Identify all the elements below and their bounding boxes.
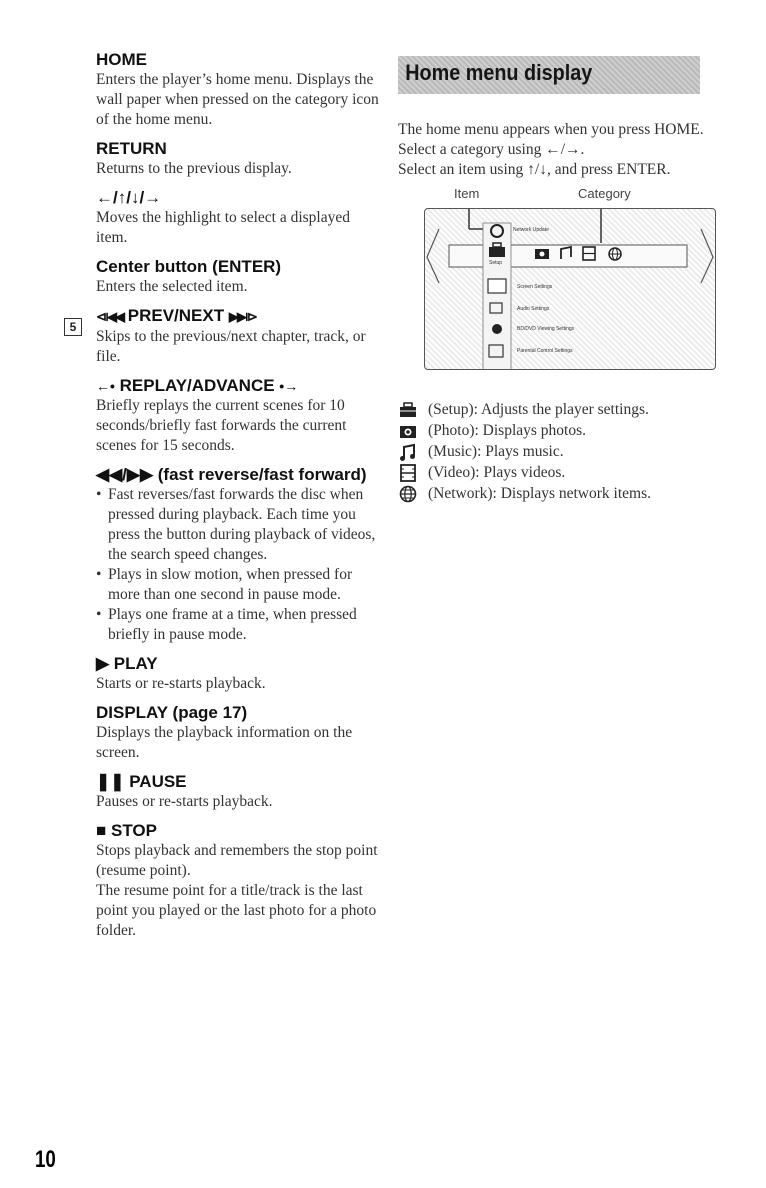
stop-body-1: Stops playback and remembers the stop point (resume point). [96, 842, 378, 879]
home-section [96, 50, 381, 130]
menu-item-label: Parental Control Settings [517, 348, 573, 354]
home-menu-display-banner [398, 56, 700, 94]
home-menu-screen-graphics [425, 209, 715, 369]
return-heading: RETURN [96, 139, 167, 158]
arrows-heading: ←/↑/↓/→ [96, 188, 162, 207]
pause-section [96, 772, 381, 812]
list-item [398, 484, 728, 504]
toolbox-icon [398, 401, 418, 419]
advance-icon: •→ [279, 378, 299, 394]
arrows-body: Moves the highlight to select a displayed item. [96, 209, 350, 246]
prevnext-heading [96, 306, 381, 327]
replay-section [96, 376, 381, 456]
category-legend [398, 400, 728, 504]
prev-icon: ⧏◀◀ [96, 309, 123, 324]
pause-heading: ❚❚ PAUSE [96, 772, 187, 791]
pause-body: Pauses or re-starts playback. [96, 793, 273, 810]
play-body: Starts or re-starts playback. [96, 675, 266, 692]
arrows-section [96, 188, 381, 248]
menu-item-label: Audio Settings [517, 306, 550, 312]
setup-label: Setup [489, 260, 503, 266]
network-update-label: Network Update [513, 227, 549, 233]
fast-section [96, 465, 381, 645]
home-heading: HOME [96, 50, 147, 69]
menu-item-label: Screen Settings [517, 284, 553, 290]
prevnext-section [96, 306, 381, 367]
home-body: Enters the player’s home menu. Displays the wall paper when pressed on the category icon of the home menu. [96, 71, 379, 128]
label-item: Item [454, 186, 480, 201]
stop-heading: ■ STOP [96, 821, 157, 840]
music-note-icon [398, 443, 418, 461]
return-section [96, 139, 381, 179]
left-column [96, 50, 381, 950]
play-heading: ▶ PLAY [96, 654, 158, 673]
legend-photo-text: (Photo): Displays photos. [428, 422, 587, 439]
list-item: • Fast reverses/fast forwards the disc when pressed during playback. Each time you press the button during playback of videos, the search speed changes. [96, 485, 381, 565]
home-menu-display-title: Home menu display [405, 60, 593, 85]
stop-section [96, 821, 381, 941]
replay-body: Briefly replays the current scenes for 10 seconds/briefly fast forwards the current scenes for 15 seconds. [96, 397, 347, 454]
intro-line-1: The home menu appears when you press HOME. Select a category using ←/→. [398, 121, 704, 158]
next-icon: ▶▶⧐ [228, 309, 256, 324]
replay-heading-text: REPLAY/ADVANCE [119, 376, 275, 395]
legend-setup-text: (Setup): Adjusts the player settings. [428, 401, 649, 418]
prevnext-heading-text: PREV/NEXT [127, 306, 225, 325]
list-item [398, 400, 728, 420]
legend-network-text: (Network): Displays network items. [428, 485, 651, 502]
intro-line-2: Select an item using ↑/↓, and press ENTER. [398, 161, 671, 178]
home-menu-screen [424, 208, 716, 370]
replay-heading [96, 376, 381, 396]
center-body: Enters the selected item. [96, 278, 248, 295]
camera-icon [398, 422, 418, 440]
menu-item-label: BD/DVD Viewing Settings [517, 326, 575, 332]
home-menu-intro [398, 120, 728, 180]
stop-body-2: The resume point for a title/track is the last point you played or the last photo for a photo folder. [96, 882, 377, 939]
section-badge-5: 5 [64, 318, 82, 336]
play-section [96, 654, 381, 694]
return-body: Returns to the previous display. [96, 160, 292, 177]
list-item [398, 463, 728, 483]
center-heading: Center button (ENTER) [96, 257, 282, 276]
center-section [96, 257, 381, 297]
diagram-labels [398, 184, 728, 206]
replay-icon: ←• [96, 378, 115, 394]
prevnext-body: Skips to the previous/next chapter, track, or file. [96, 328, 366, 365]
list-item: • Plays in slow motion, when pressed for more than one second in pause mode. [96, 565, 381, 605]
list-item [398, 421, 728, 441]
display-body: Displays the playback information on the screen. [96, 724, 353, 761]
right-column [398, 56, 728, 505]
film-icon [398, 464, 418, 482]
display-heading: DISPLAY (page 17) [96, 703, 248, 722]
fast-heading: ◀◀/▶▶ (fast reverse/fast forward) [96, 465, 367, 484]
display-section [96, 703, 381, 763]
fast-bullets [96, 485, 381, 645]
list-item: • Plays one frame at a time, when pressed briefly in pause mode. [96, 605, 381, 645]
page-number: 10 [35, 1146, 56, 1173]
legend-video-text: (Video): Plays videos. [428, 464, 566, 481]
list-item [398, 442, 728, 462]
label-category: Category [578, 186, 631, 201]
globe-icon [398, 485, 418, 503]
legend-music-text: (Music): Plays music. [428, 443, 564, 460]
